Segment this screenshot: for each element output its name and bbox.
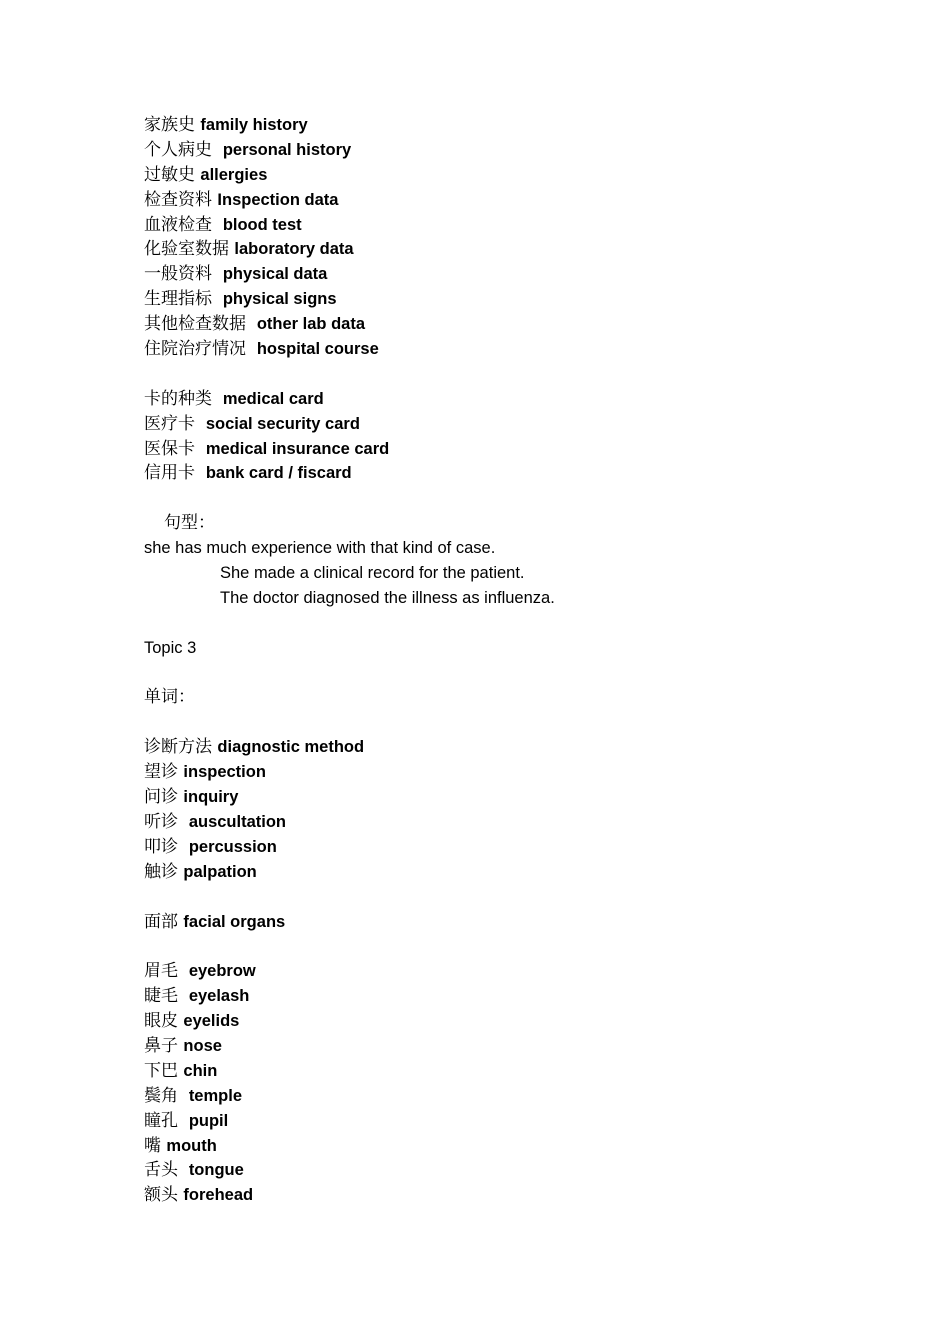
example-sentence: she has much experience with that kind of case. [144,539,496,558]
blank-line [144,661,904,686]
vocab-entry [144,237,904,262]
facial-terms-list [144,959,904,1208]
chinese-term: 诊断方法 [144,737,212,758]
document-page [144,113,904,1208]
english-term: hospital course [256,340,379,359]
english-term: facial organs [183,912,286,931]
english-term: tongue [188,1161,244,1180]
vocab-heading: 单词： [144,687,195,708]
vocab-entry [144,835,904,860]
chinese-term: 医保卡 [144,438,195,459]
chinese-term: 下巴 [144,1060,178,1081]
chinese-term: 面部 [144,911,178,932]
blank-line [144,885,904,910]
chinese-term: 鼻子 [144,1035,178,1056]
chinese-term: 化验室数据 [144,239,229,260]
chinese-term: 一般资料 [144,264,212,285]
vocab-entry [144,188,904,213]
chinese-term: 检查资料 [144,189,212,210]
english-term: blood test [222,215,302,234]
vocab-entry [144,1009,904,1034]
chinese-term: 其他检查数据 [144,314,246,335]
english-term: physical signs [222,290,337,309]
english-term: eyelash [188,987,250,1006]
english-term: laboratory data [234,240,354,259]
english-term: medical insurance card [205,439,390,458]
english-term: family history [200,116,308,134]
english-term: percussion [188,837,277,856]
english-term: inquiry [183,788,239,807]
vocab-entry [144,437,904,462]
diagnostic-terms-list [144,735,904,884]
chinese-term: 眉毛 [144,961,178,982]
chinese-term: 住院治疗情况 [144,339,246,360]
blank-line [144,486,904,511]
chinese-term: 睫毛 [144,986,178,1007]
chinese-term: 嘴 [144,1135,161,1156]
english-term: chin [183,1061,218,1080]
vocab-entry [144,1109,904,1134]
chinese-term: 触诊 [144,861,178,882]
vocab-entry [144,984,904,1009]
chinese-term: 过敏史 [144,164,195,185]
vocab-entry [144,312,904,337]
english-term: mouth [166,1136,217,1155]
vocab-entry [144,337,904,362]
english-term: allergies [200,165,268,184]
vocab-entry [144,1034,904,1059]
vocab-entry [144,163,904,188]
vocab-entry [144,760,904,785]
chinese-term: 瞳孔 [144,1110,178,1131]
chinese-term: 个人病史 [144,139,212,160]
english-term: pupil [188,1111,229,1130]
english-term: social security card [205,414,360,433]
chinese-term: 额头 [144,1185,178,1206]
vocab-entry [144,1183,904,1208]
english-term: bank card / fiscard [205,464,352,483]
facial-heading [144,910,904,935]
example-sentence: She made a clinical record for the patient. [220,564,525,583]
example-sentence: The doctor diagnosed the illness as influenza. [220,588,555,607]
english-term: physical data [222,265,328,284]
vocab-entry [144,1084,904,1109]
blank-line [144,934,904,959]
english-term: Inspection data [217,190,339,209]
vocab-entry [144,262,904,287]
vocab-entry [144,461,904,486]
vocab-entry [144,287,904,312]
vocab-entry [144,387,904,412]
blank-line [144,710,904,735]
vocab-entry [144,412,904,437]
english-term: eyelids [183,1012,240,1031]
vocab-entry [144,860,904,885]
vocab-entry [144,1059,904,1084]
vocab-entry [144,213,904,238]
blank-line [144,611,904,636]
chinese-term: 叩诊 [144,836,178,857]
chinese-term: 问诊 [144,787,178,808]
english-term: temple [188,1086,242,1105]
english-term: personal history [222,140,352,159]
english-term: medical card [222,389,324,408]
chinese-term: 眼皮 [144,1011,178,1032]
chinese-term: 望诊 [144,762,178,783]
english-term: nose [183,1036,222,1055]
chinese-term: 卡的种类 [144,388,212,409]
vocab-entry [144,785,904,810]
blank-line [144,362,904,387]
chinese-term: 信用卡 [144,463,195,484]
vocab-entry [144,1134,904,1159]
history-terms-list [144,113,904,362]
chinese-term: 家族史 [144,115,195,135]
english-term: forehead [183,1186,254,1205]
chinese-term: 血液检查 [144,214,212,235]
vocab-entry [144,810,904,835]
topic-label: Topic 3 [144,638,197,657]
chinese-term: 听诊 [144,811,178,832]
english-term: diagnostic method [217,738,365,757]
vocab-entry [144,959,904,984]
chinese-term: 医疗卡 [144,413,195,434]
vocab-entry [144,138,904,163]
vocab-entry [144,1158,904,1183]
card-terms-list [144,387,904,487]
english-term: palpation [183,862,257,881]
english-term: inspection [183,763,266,782]
english-term: other lab data [256,315,365,334]
chinese-term: 生理指标 [144,289,212,310]
chinese-term: 舌头 [144,1160,178,1181]
chinese-term: 鬓角 [144,1085,178,1106]
english-term: auscultation [188,812,286,831]
vocab-entry [144,113,904,138]
vocab-entry [144,735,904,760]
sentence-heading: 句型： [164,513,215,534]
english-term: eyebrow [188,962,256,981]
